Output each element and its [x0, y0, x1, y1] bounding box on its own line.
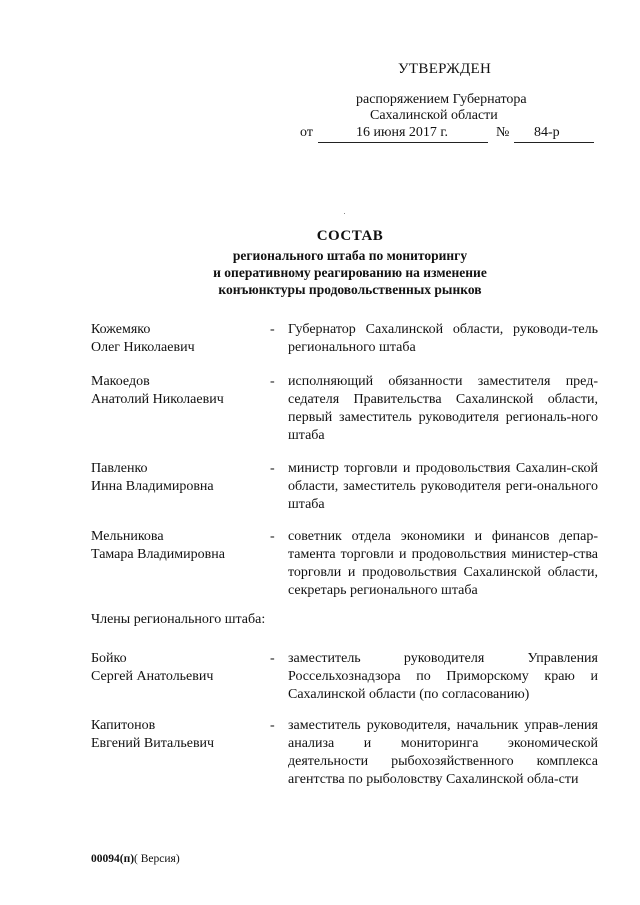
member-name [91, 650, 261, 686]
member-given-names: Сергей Анатольевич [91, 669, 214, 684]
member-dash: - [270, 374, 275, 389]
members-section-label: Члены регионального штаба: [91, 612, 266, 627]
approval-stamp [0, 0, 640, 160]
member-name [91, 373, 261, 409]
member-given-names: Олег Николаевич [91, 340, 195, 355]
member-role: советник отдела экономики и финансов депар-тамента торговли и продовольствия министер-ства торговли и продовольствия Сахалинской области, секретарь регионального штаба [288, 529, 598, 598]
member-surname: Бойко [91, 651, 127, 666]
member-name [91, 717, 261, 753]
member-name [91, 528, 261, 564]
approval-number-field [514, 125, 594, 143]
heading-subtitle-line-2: и оперативному реагированию на изменение [213, 265, 487, 280]
member-dash: - [270, 461, 275, 476]
heading-subtitle-line-3: конъюнктуры продовольственных рынков [218, 282, 482, 297]
member-given-names: Евгений Витальевич [91, 736, 215, 751]
member-dash: - [270, 322, 275, 337]
approval-number-label: № [496, 125, 510, 140]
heading-subtitle-line-1: регионального штаба по мониторингу [232, 248, 468, 263]
member-surname: Мельникова [91, 529, 164, 544]
member-dash: - [270, 718, 275, 733]
scan-speck [344, 213, 345, 214]
member-given-names: Тамара Владимировна [91, 547, 225, 562]
member-role: заместитель руководителя, начальник управ-ления анализа и мониторинга экономической деятельности рыбохозяйственного комплекса агентства по рыболовству Сахалинской обла-сти [288, 718, 598, 787]
member-role: министр торговли и продовольствия Сахалин-ской области, заместитель руководителя реги-онального штаба [288, 461, 598, 512]
document-footer [91, 853, 180, 865]
approval-from-label: от [300, 125, 313, 140]
footer-version: ( Версия) [134, 853, 180, 865]
heading-title: СОСТАВ [316, 228, 384, 244]
approval-date-field [318, 125, 488, 143]
approval-line-2: Сахалинской области [370, 108, 498, 123]
member-surname: Макоедов [91, 374, 150, 389]
member-role: Губернатор Сахалинской области, руководи-тель регионального штаба [288, 322, 598, 355]
member-name [91, 460, 261, 496]
member-dash: - [270, 529, 275, 544]
member-given-names: Инна Владимировна [91, 479, 214, 494]
member-role: исполняющий обязанности заместителя пред-седателя Правительства Сахалинской области, первый заместитель руководителя региональ-ного штаба [288, 374, 598, 443]
footer-code: 00094(п) [91, 853, 135, 865]
document-heading [60, 228, 640, 298]
approval-number: 84-р [534, 125, 560, 140]
approval-line-1: распоряжением Губернатора [356, 92, 527, 107]
approval-title: УТВЕРЖДЕН [398, 61, 492, 77]
member-surname: Кожемяко [91, 322, 151, 337]
member-name [91, 321, 261, 357]
member-given-names: Анатолий Николаевич [91, 392, 224, 407]
approval-date: 16 июня 2017 г. [356, 125, 449, 140]
member-dash: - [270, 651, 275, 666]
member-surname: Капитонов [91, 718, 156, 733]
member-role: заместитель руководителя Управления Россельхознадзора по Приморскому краю и Сахалинской области (по согласованию) [288, 651, 598, 702]
member-surname: Павленко [91, 461, 148, 476]
